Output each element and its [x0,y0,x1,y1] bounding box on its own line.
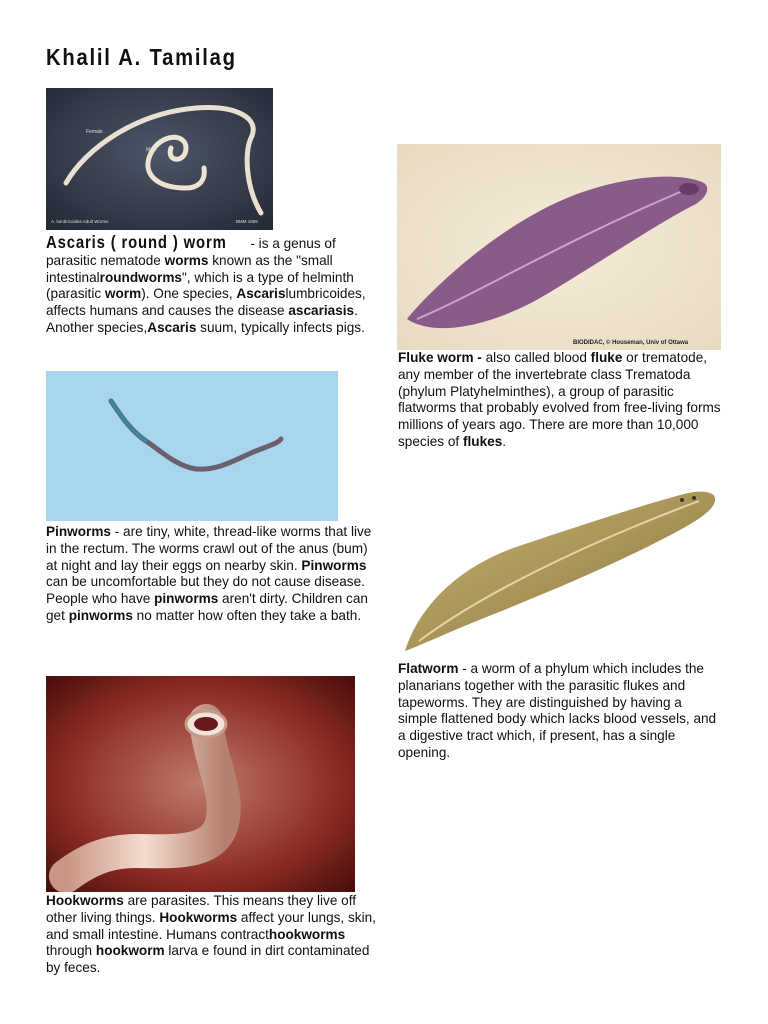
fluke-photo [397,144,721,350]
image-code: BMM 1999 [236,219,258,224]
pinworm-photo [46,371,338,521]
fluke-paragraph: Fluke worm - also called blood fluke or trematode, any member of the invertebrate class Trematoda (phylum Platyhelminthes), a group of parasitic flatworms that probably evolved from free-living forms millions of years ago. There are more than 10,000 species of flukes. [398,350,721,449]
image-caption: A. lumbricoides Adult Worms [51,219,109,224]
hookworm-photo [46,676,355,892]
male-label: Male [146,147,157,153]
flatworm-paragraph: Flatworm - a worm of a phylum which includes the planarians together with the parasitic flukes and tapeworms. They are distinguished by having a simple flattened body which lacks blood vessels, and a digestive tract which, if present, has a single opening. [398,661,717,760]
pinworm-paragraph: Pinworms - are tiny, white, thread-like worms that live in the rectum. The worms crawl out of the anus (bum) at night and lay their eggs on nearby skin. Pinworms can be uncomfortable but they do not cause disease. People who have pinworms aren't dirty. Children can get pinworms no matter how often they take a bath. [46,524,372,623]
document-title: Khalil A. Tamilag [46,44,237,70]
fluke-image-credit: BIODIDAC, © Houseman, Univ of Ottawa [573,340,689,346]
ascaris-photo [46,88,273,230]
ascaris-heading: Ascaris ( round ) worm [46,232,227,252]
ascaris-paragraph: Ascaris ( round ) worm - is a genus of parasitic nematode worms known as the "small intestinalroundworms", which is a type of helminth (parasitic worm). One species, Ascarislumbricoides, affects humans and causes the disease ascariasis. Another species,Ascaris suum, typically infects pigs. [46,232,366,335]
flatworm-photo [399,486,722,658]
female-label: Female [86,129,103,135]
hookworm-paragraph: Hookworms are parasites. This means they live off other living things. Hookworms affect your lungs, skin, and small intestine. Humans contracthookworms through hookworm larva e found in dirt contaminated by feces. [46,893,376,976]
